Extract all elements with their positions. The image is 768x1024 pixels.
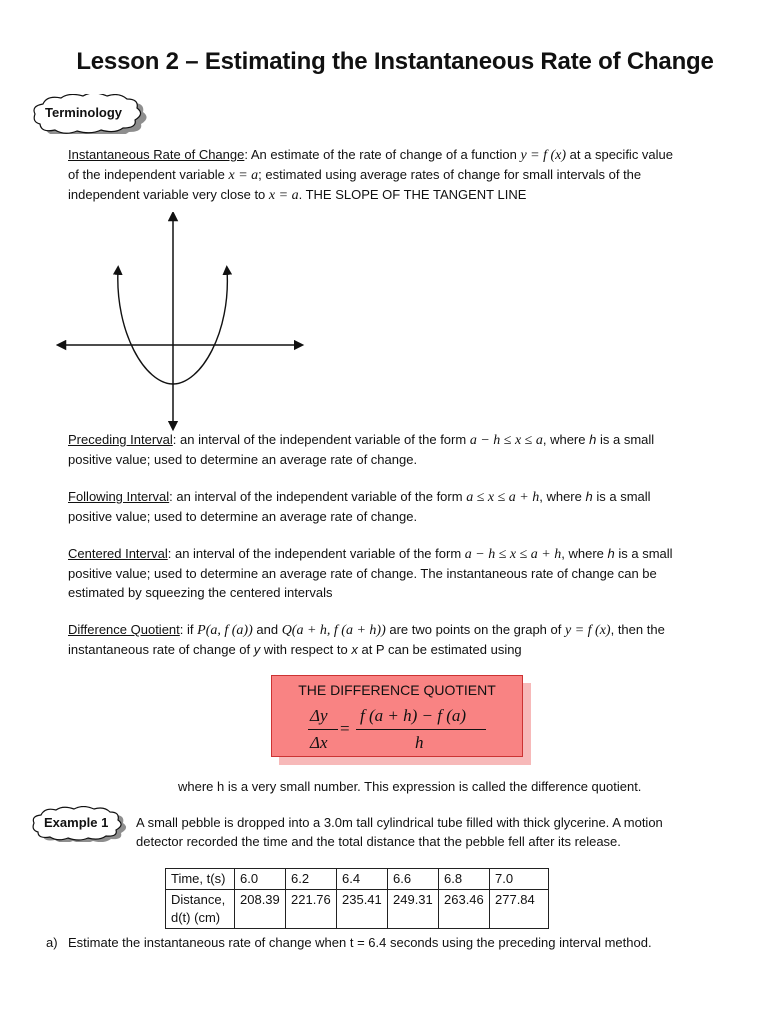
pebble-data-table [165, 868, 549, 929]
table-row [166, 869, 549, 890]
equals-sign: = [340, 719, 350, 738]
rhs-denominator: h [415, 733, 424, 752]
example-cloud [28, 806, 138, 842]
time-cell: 6.2 [286, 869, 337, 890]
distance-cell: 221.76 [286, 890, 337, 929]
question-a-marker: a) [46, 935, 58, 950]
difference-text: : if [179, 622, 194, 637]
instantaneous-text: : An estimate of the rate of change of a function [244, 147, 517, 162]
instantaneous-term: Instantaneous Rate of Change [68, 147, 245, 162]
distance-header-line: d(t) (cm) [171, 910, 221, 925]
preceding-term: Preceding Interval [68, 432, 173, 447]
example-line-1: A small pebble is dropped into a 3.0m tall cylindrical tube filled with thick glycerine. A motion [136, 815, 663, 830]
delta-x: Δx [310, 733, 328, 752]
preceding-text: is a small [599, 432, 655, 447]
x-variable: x [351, 642, 358, 657]
parabola-graph [55, 212, 305, 432]
instantaneous-text: independent variable very close to [68, 187, 266, 202]
centered-text: : an interval of the independent variable of the form [167, 546, 462, 561]
h-variable: h [589, 432, 597, 447]
preceding-line-2: positive value; used to determine an average rate of change. [68, 452, 418, 467]
distance-cell: 263.46 [439, 890, 490, 929]
time-cell: 6.6 [388, 869, 439, 890]
centered-text: , where [561, 546, 604, 561]
instantaneous-text: at a specific value [569, 147, 674, 162]
instantaneous-text: ; estimated using average rates of change for small intervals of the [258, 167, 642, 182]
difference-text: with respect to [263, 642, 348, 657]
terminology-label: Terminology [45, 105, 123, 120]
distance-cell: 249.31 [388, 890, 439, 929]
point-p: P(a, f (a)) [197, 623, 253, 638]
time-cell: 6.0 [235, 869, 286, 890]
centered-line-2: positive value; used to determine an average rate of change. The instantaneous rate of change can be [68, 566, 657, 581]
instantaneous-definition [68, 145, 728, 205]
centered-definition [68, 544, 728, 602]
delta-y: Δy [310, 706, 328, 725]
preceding-text: , where [542, 432, 586, 447]
distance-cell: 277.84 [490, 890, 549, 929]
difference-text: are two points on the graph of [389, 622, 562, 637]
point-q: Q(a + h, f (a + h)) [281, 623, 386, 638]
formula-explanation: where h is a very small number. This expression is called the difference quotient. [178, 779, 642, 794]
centered-text: is a small [618, 546, 673, 561]
difference-text: , then the [610, 622, 665, 637]
difference-text: instantaneous rate of change of [68, 642, 251, 657]
following-term: Following Interval [68, 489, 170, 504]
following-text: is a small [596, 489, 651, 504]
preceding-inequality: a − h ≤ x ≤ a [469, 433, 543, 448]
time-cell: 6.8 [439, 869, 490, 890]
x-equals-a: x = a [228, 168, 259, 183]
rhs-fraction-bar [356, 729, 486, 730]
formula-heading: THE DIFFERENCE QUOTIENT [298, 682, 496, 698]
distance-cell: 208.39 [235, 890, 286, 929]
page-title: Lesson 2 – Estimating the Instantaneous Rate of Change [76, 48, 714, 75]
distance-header-line: Distance, [171, 892, 226, 907]
centered-line-3: estimated by squeezing the centered intervals [68, 585, 333, 600]
instantaneous-line-3 [68, 185, 728, 205]
time-cell: 7.0 [490, 869, 549, 890]
centered-term: Centered Interval [68, 546, 168, 561]
distance-cell: 235.41 [337, 890, 388, 929]
example-description [136, 813, 736, 851]
h-variable: h [607, 546, 615, 561]
table-header [166, 890, 235, 929]
difference-quotient-box [271, 675, 523, 757]
difference-term: Difference Quotient [68, 622, 180, 637]
centered-inequality: a − h ≤ x ≤ a + h [464, 547, 562, 562]
following-text: : an interval of the independent variable of the form [169, 489, 463, 504]
table-header: Time, t(s) [166, 869, 235, 890]
x-equals-a: x = a [268, 188, 299, 203]
example-line-2: detector recorded the time and the total distance that the pebble fell after its release. [136, 834, 621, 849]
difference-text: and [256, 622, 279, 637]
table-row [166, 890, 549, 929]
instantaneous-line-1 [68, 145, 728, 165]
rhs-numerator: f (a + h) − f (a) [360, 706, 467, 725]
instantaneous-text: of the independent variable [68, 167, 225, 182]
time-cell: 6.4 [337, 869, 388, 890]
y-variable: y [253, 642, 261, 657]
question-a-text: Estimate the instantaneous rate of change when t = 6.4 seconds using the preceding interval method. [68, 935, 652, 950]
instantaneous-text: . THE SLOPE OF THE TANGENT LINE [298, 187, 527, 202]
h-variable: h [585, 489, 593, 504]
following-text: , where [539, 489, 582, 504]
lhs-fraction-bar [308, 729, 338, 730]
difference-text: at P can be estimated using [361, 642, 522, 657]
preceding-text: : an interval of the independent variable of the form [172, 432, 467, 447]
function-notation: y = f (x) [565, 623, 611, 638]
following-line-2: positive value; used to determine an average rate of change. [68, 509, 418, 524]
instantaneous-line-2 [68, 165, 728, 185]
difference-definition [68, 620, 728, 659]
following-inequality: a ≤ x ≤ a + h [466, 490, 540, 505]
following-definition [68, 487, 728, 526]
example-label: Example 1 [44, 815, 109, 830]
function-notation: y = f (x) [520, 148, 567, 163]
preceding-definition [68, 430, 728, 469]
terminology-cloud [28, 94, 168, 134]
